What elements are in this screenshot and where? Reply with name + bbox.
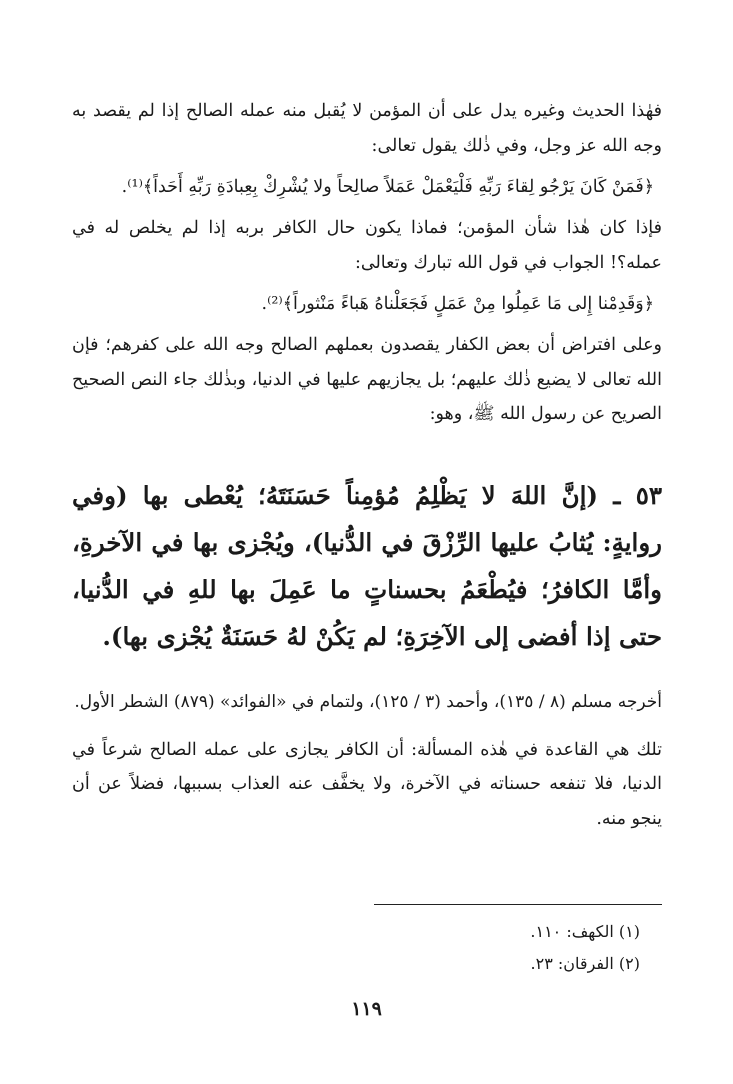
footnotes	[240, 916, 640, 980]
commentary-paragraph: تلك هي القاعدة في هٰذه المسألة: أن الكافر يجازى على عمله الصالح شرعاً في الدنيا، فلا تنفعه حسناته في الآخرة، ولا يخفَّف عنه العذاب بسببها، فضلاً عن أن ينجو منه.	[72, 739, 662, 829]
hadith-text: ـ (إنَّ اللهَ لا يَظْلِمُ مُؤمِناً حَسَنَتَهُ؛ يُعْطى بها (وفي روايةٍ: يُثابُ عليها الرِّزْقَ في الدُّنيا)، ويُجْزى بها في الآخرةِ، وأمَّا الكافرُ؛ فيُطْعَمُ بحسناتٍ ما عَمِلَ بها للهِ في الدُّنيا، حتى إذا أفضى إلى الآخِرَةِ؛ لم يَكُنْ لهُ حَسَنَةٌ يُجْزى بها).	[72, 480, 662, 651]
paragraph-2: فإذا كان هٰذا شأن المؤمن؛ فماذا يكون حال الكافر بربه إذا لم يخلص له في عمله؟! الجواب في قول الله تبارك وتعالى:	[72, 218, 662, 273]
hadith-number: ٥٣	[635, 480, 663, 510]
quran-verse-1: ﴿فَمَنْ كَانَ يَرْجُو لِقاءَ رَبِّهِ فَلْيَعْمَلْ عَمَلاً صالِحاً ولا يُشْرِكْ بِعِبادَةِ رَبِّهِ أَحَداً﴾⁽¹⁾.	[121, 177, 654, 197]
footnote-1: (١) الكهف: ١١٠.	[530, 922, 640, 941]
quran-verse-2: ﴿وَقَدِمْنا إِلى مَا عَمِلُوا مِنْ عَمَلٍ فَجَعَلْناهُ هَباءً مَنْثوراً﴾⁽²⁾.	[261, 294, 654, 314]
footnote-separator	[374, 904, 662, 905]
footnote-2: (٢) الفرقان: ٢٣.	[530, 954, 640, 973]
paragraph-3: وعلى افتراض أن بعض الكفار يقصدون بعملهم الصالح وجه الله على كفرهم؛ فإن الله تعالى لا يضيع ذٰلك عليهم؛ بل يجازيهم عليها في الدنيا، وبذٰلك جاء النص الصحيح الصريح عن رسول الله ﷺ، وهو:	[72, 335, 662, 424]
takhrij-note: أخرجه مسلم (٨ / ١٣٥)، وأحمد (٣ / ١٢٥)، ولتمام في «الفوائد» (٨٧٩) الشطر الأول.	[74, 691, 662, 712]
page-number: ١١٩	[351, 998, 382, 1020]
hadith-block	[72, 472, 662, 660]
page-body	[72, 94, 663, 973]
paragraph-1: فهٰذا الحديث وغيره يدل على أن المؤمن لا يُقبل منه عمله الصالح إذا لم يقصد به وجه الله عز وجل، وفي ذٰلك يقول تعالى:	[72, 101, 662, 156]
